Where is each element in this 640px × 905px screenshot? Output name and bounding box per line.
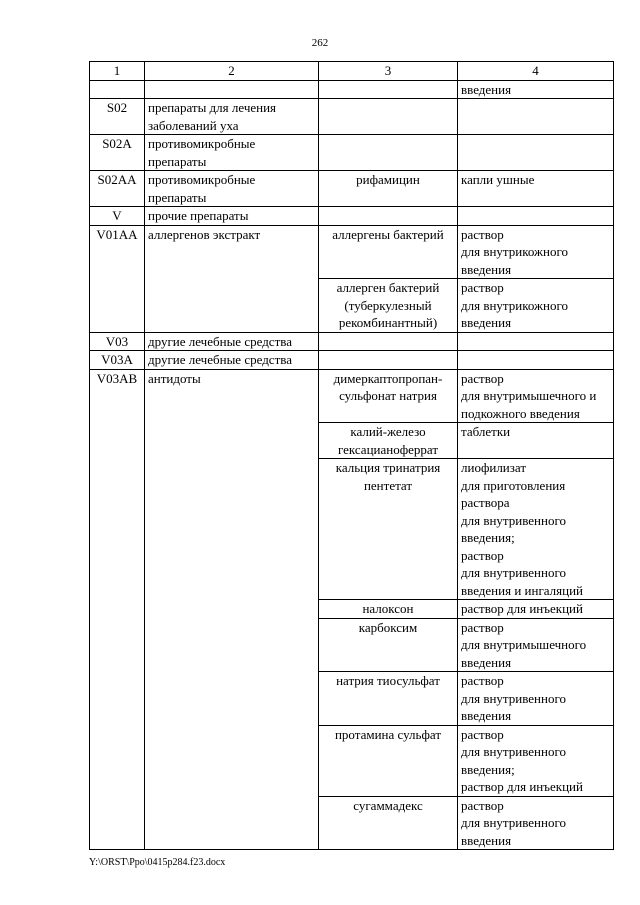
dosage-form-line: введения bbox=[461, 81, 512, 97]
table-header-row bbox=[90, 62, 614, 81]
dosage-form bbox=[458, 80, 614, 99]
dosage-form bbox=[458, 369, 614, 423]
table-row bbox=[90, 135, 614, 171]
table-row bbox=[90, 207, 614, 226]
drug-name: протамина сульфат bbox=[319, 725, 458, 796]
drug-name bbox=[319, 332, 458, 351]
dosage-form-line: раствор bbox=[461, 673, 504, 688]
dosage-form-line: раствор bbox=[461, 726, 504, 742]
dosage-form bbox=[458, 600, 614, 619]
header-cell: 4 bbox=[458, 62, 614, 81]
dosage-form bbox=[458, 135, 614, 171]
dosage-form bbox=[458, 423, 614, 459]
dosage-form-line: для приготовления раствора bbox=[461, 477, 566, 510]
dosage-form-line: раствор bbox=[461, 226, 504, 242]
dosage-form-line: для внутривенного введения и ингаляций bbox=[461, 565, 584, 598]
dosage-form-line: раствор bbox=[461, 797, 504, 813]
drug-name: натрия тиосульфат bbox=[319, 672, 458, 726]
dosage-form-line: раствор bbox=[461, 280, 504, 295]
dosage-form-line: раствор для инъекций bbox=[461, 601, 583, 616]
group-name bbox=[145, 80, 319, 99]
dosage-form bbox=[458, 459, 614, 600]
group-name: другие лечебные средства bbox=[145, 332, 319, 351]
dosage-form-line: раствор для инъекций bbox=[461, 779, 583, 794]
dosage-form bbox=[458, 207, 614, 226]
group-name: противомикробные препараты bbox=[145, 135, 319, 171]
page-number: 262 bbox=[311, 37, 329, 49]
dosage-form-line: для внутривенного введения bbox=[461, 690, 566, 723]
dosage-form bbox=[458, 171, 614, 207]
header-cell: 3 bbox=[319, 62, 458, 81]
dosage-form-line: раствор bbox=[461, 619, 504, 635]
dosage-form bbox=[458, 279, 614, 333]
dosage-form-line: для внутрикожного введения bbox=[461, 244, 569, 277]
dosage-form-line: таблетки bbox=[461, 424, 511, 439]
table-row bbox=[90, 369, 614, 423]
dosage-form-line: раствор bbox=[461, 370, 504, 386]
atc-code: V03A bbox=[90, 351, 145, 370]
header-cell: 1 bbox=[90, 62, 145, 81]
group-name: аллергенов экстракт bbox=[145, 225, 319, 332]
drug-name: димеркаптопропан-сульфонат натрия bbox=[319, 369, 458, 423]
atc-code: V03 bbox=[90, 332, 145, 351]
atc-code: V01AA bbox=[90, 225, 145, 332]
dosage-form-line: для внутривенного введения; bbox=[461, 512, 566, 545]
drug-name bbox=[319, 135, 458, 171]
drug-name: аллерген бактерий (туберкулезный рекомбинантный) bbox=[319, 279, 458, 333]
drug-name: налоксон bbox=[319, 600, 458, 619]
header-cell: 2 bbox=[145, 62, 319, 81]
atc-code: S02 bbox=[90, 99, 145, 135]
drug-name: сугаммадекс bbox=[319, 796, 458, 850]
drug-name bbox=[319, 207, 458, 226]
drug-name: аллергены бактерий bbox=[319, 225, 458, 279]
table-row bbox=[90, 171, 614, 207]
drug-name: кальция тринатрия пентетат bbox=[319, 459, 458, 600]
dosage-form bbox=[458, 796, 614, 850]
atc-code: V03AB bbox=[90, 369, 145, 850]
dosage-form bbox=[458, 618, 614, 672]
dosage-form-line: для внутримышечного введения bbox=[461, 637, 587, 670]
table-row bbox=[90, 99, 614, 135]
drug-name: калий-железо гексацианоферрат bbox=[319, 423, 458, 459]
dosage-form-line: для внутрикожного введения bbox=[461, 297, 569, 330]
atc-code: S02AA bbox=[90, 171, 145, 207]
dosage-form bbox=[458, 99, 614, 135]
table-row bbox=[90, 332, 614, 351]
dosage-form-line: для внутривенного введения; bbox=[461, 744, 566, 777]
atc-code bbox=[90, 80, 145, 99]
dosage-form-line: для внутривенного введения bbox=[461, 815, 566, 848]
dosage-form-line: лиофилизат bbox=[461, 460, 527, 475]
drug-name bbox=[319, 99, 458, 135]
group-name: противомикробные препараты bbox=[145, 171, 319, 207]
dosage-form-line: для внутримышечного и подкожного введения bbox=[461, 388, 597, 421]
group-name: антидоты bbox=[145, 369, 319, 850]
dosage-form bbox=[458, 725, 614, 796]
group-name: препараты для лечения заболеваний уха bbox=[145, 99, 319, 135]
table-row bbox=[90, 225, 614, 279]
drug-name bbox=[319, 80, 458, 99]
drug-table bbox=[89, 61, 614, 850]
dosage-form bbox=[458, 351, 614, 370]
file-path-footer: Y:\ORST\Ppo\0415p284.f23.docx bbox=[89, 857, 226, 868]
drug-name bbox=[319, 351, 458, 370]
dosage-form-line: капли ушные bbox=[461, 172, 535, 187]
drug-name: карбоксим bbox=[319, 618, 458, 672]
atc-code: V bbox=[90, 207, 145, 226]
dosage-form bbox=[458, 672, 614, 726]
table-row bbox=[90, 351, 614, 370]
atc-code: S02A bbox=[90, 135, 145, 171]
dosage-form bbox=[458, 332, 614, 351]
dosage-form bbox=[458, 225, 614, 279]
table-row bbox=[90, 80, 614, 99]
dosage-form-line: раствор bbox=[461, 547, 504, 563]
group-name: прочие препараты bbox=[145, 207, 319, 226]
drug-name: рифамицин bbox=[319, 171, 458, 207]
group-name: другие лечебные средства bbox=[145, 351, 319, 370]
